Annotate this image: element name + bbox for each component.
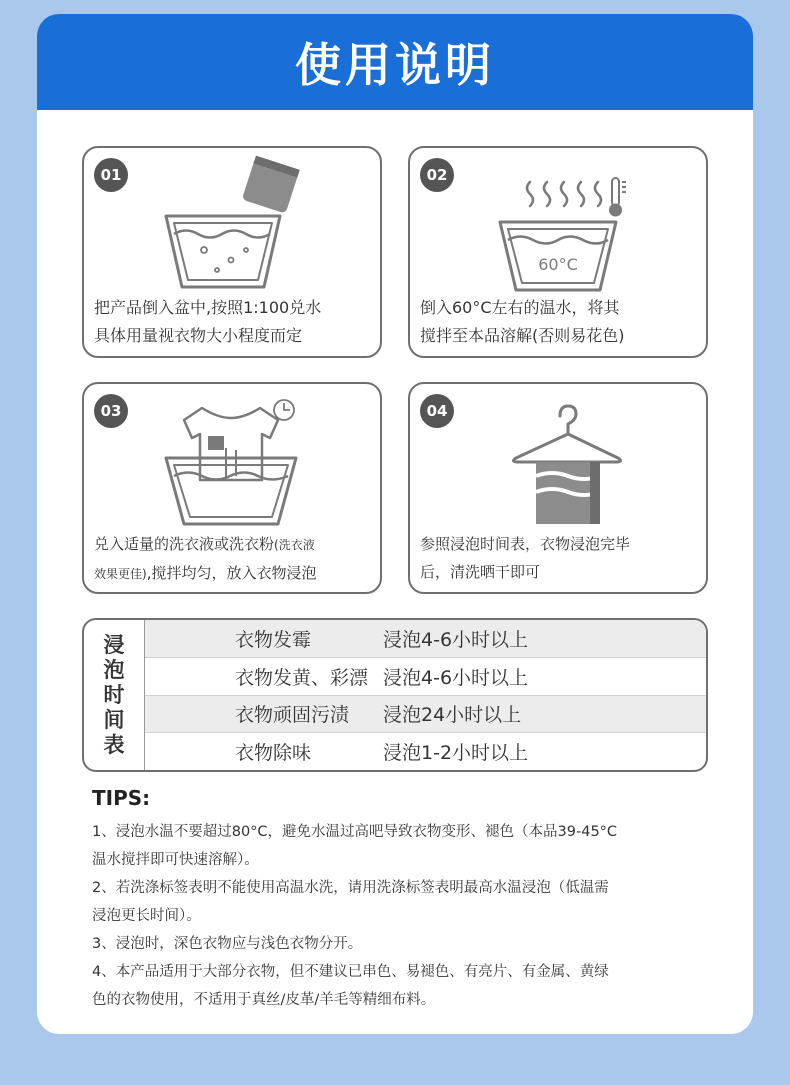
soak-time-table <box>82 618 708 772</box>
soak-title-char: 浸 <box>103 632 125 657</box>
step-number-badge: 02 <box>420 158 454 192</box>
step-description-line: 具体用量视衣物大小程度而定 <box>94 326 303 345</box>
tip-line: 色的衣物使用，不适用于真丝/皮革/羊毛等精细布料。 <box>92 992 436 1008</box>
tips-section <box>92 786 712 1014</box>
step-card-2 <box>408 146 708 358</box>
soak-duration: 浸泡24小时以上 <box>383 704 522 727</box>
soak-title-char: 间 <box>103 707 125 732</box>
step-description <box>420 530 696 586</box>
table-row <box>145 696 706 734</box>
water-wave-icon <box>174 231 270 238</box>
tip-item <box>92 958 712 1014</box>
soak-duration: 浸泡4-6小时以上 <box>383 628 529 651</box>
table-row <box>145 658 706 696</box>
tip-item <box>92 874 712 930</box>
pour-powder-illustration <box>84 152 380 292</box>
soak-duration: 浸泡4-6小时以上 <box>383 666 529 689</box>
basin-icon <box>166 216 280 287</box>
step-description-line <box>94 530 370 559</box>
bubble-icon <box>201 247 248 272</box>
step-description-note: (洗衣液 <box>274 538 315 552</box>
table-row <box>145 733 706 770</box>
soak-item: 衣物发霉 <box>235 628 312 651</box>
step-card-3 <box>82 382 382 594</box>
step-description-line: 搅拌至本品溶解(否则易花色) <box>420 326 625 345</box>
step-number-badge: 01 <box>94 158 128 192</box>
step-description <box>94 530 370 588</box>
clock-icon <box>274 400 294 420</box>
soak-title-char: 泡 <box>103 657 125 682</box>
tip-item <box>92 818 712 874</box>
tip-line: 1、浸泡水温不要超过80°C，避免水温过高吧导致衣物变形、褪色（本品39-45°C <box>92 824 618 840</box>
basin-icon <box>166 458 296 524</box>
step-description-part: 兑入适量的洗衣液或洗衣粉 <box>94 535 275 553</box>
step-description-line <box>94 559 370 588</box>
steps-grid <box>82 146 708 594</box>
title-banner <box>37 14 753 110</box>
instructions-card <box>37 14 753 1034</box>
temperature-label: 60°C <box>538 255 578 274</box>
page-title: 使用说明 <box>295 38 495 92</box>
powder-container-icon <box>242 156 300 214</box>
step-number-badge: 03 <box>94 394 128 428</box>
step-description-line: 倒入60°C左右的温水，将其 <box>420 298 620 317</box>
step-description-line: 参照浸泡时间表，衣物浸泡完毕 <box>420 535 631 553</box>
soak-table-title <box>84 620 145 770</box>
steam-icon <box>527 182 601 206</box>
hanger-icon <box>513 406 620 462</box>
step-description <box>420 294 696 350</box>
soak-item: 衣物除味 <box>235 742 312 765</box>
tip-line: 温水搅拌即可快速溶解）。 <box>92 852 259 868</box>
step-card-1 <box>82 146 382 358</box>
tip-line: 2、若洗涤标签表明不能使用高温水洗，请用洗涤标签表明最高水温浸泡（低温需 <box>92 880 609 896</box>
table-row <box>145 620 706 658</box>
tip-item <box>92 930 712 958</box>
step-description-line: 后，清洗晒干即可 <box>420 563 541 581</box>
step-card-4 <box>408 382 708 594</box>
soak-clothes-illustration <box>84 388 380 528</box>
step-description-part: ,搅拌均匀，放入衣物浸泡 <box>146 564 317 582</box>
thermometer-icon <box>610 178 626 216</box>
soak-duration: 浸泡1-2小时以上 <box>383 742 529 765</box>
water-wave-icon <box>174 473 288 480</box>
soak-title-char: 时 <box>103 682 125 707</box>
tip-line: 浸泡更长时间）。 <box>92 908 201 924</box>
tips-heading: TIPS: <box>92 786 151 810</box>
soak-item: 衣物顽固污渍 <box>235 704 350 727</box>
hang-dry-illustration <box>410 388 706 528</box>
step-description <box>94 294 370 350</box>
step-number-badge: 04 <box>420 394 454 428</box>
warm-water-illustration <box>410 152 706 292</box>
soak-title-char: 表 <box>103 732 125 757</box>
tip-line: 4、本产品适用于大部分衣物，但不建议已串色、易褪色、有亮片、有金属、黄绿 <box>92 964 609 980</box>
step-description-note: 效果更佳) <box>94 567 147 581</box>
water-wave-icon <box>508 237 608 244</box>
soak-item: 衣物发黄、彩漂 <box>235 666 369 689</box>
tip-line: 3、浸泡时，深色衣物应与浅色衣物分开。 <box>92 936 363 952</box>
step-description-line: 把产品倒入盆中,按照1:100兑水 <box>94 298 322 317</box>
towel-icon <box>536 462 600 524</box>
soak-table-rows <box>145 620 706 770</box>
tshirt-icon <box>184 408 278 480</box>
